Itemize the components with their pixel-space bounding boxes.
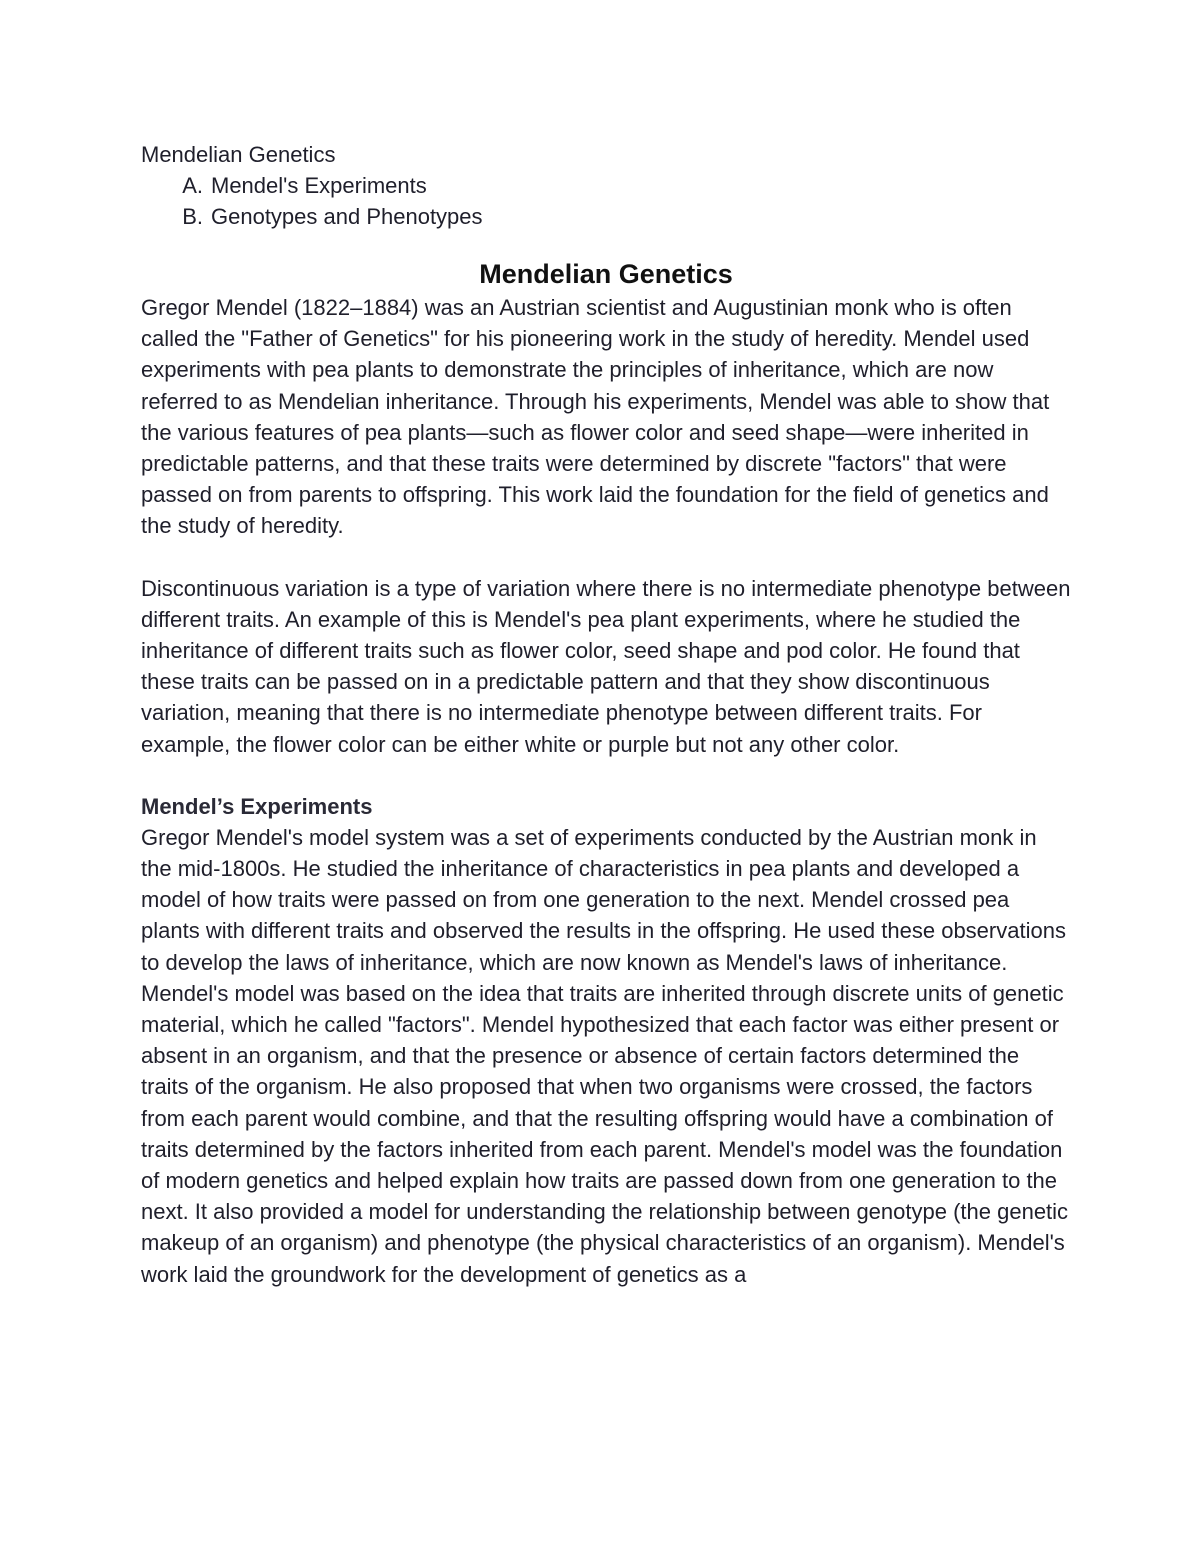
outline-item-letter: A.	[182, 173, 203, 198]
outline-list	[141, 170, 1071, 232]
outline-item-text: Genotypes and Phenotypes	[211, 204, 483, 229]
paragraph-spacer	[141, 760, 1071, 791]
outline-item	[141, 170, 1071, 201]
variation-paragraph: Discontinuous variation is a type of variation where there is no intermediate phenotype between different traits. An example of this is Mendel's pea plant experiments, where he studied the inheritance of different traits such as flower color, seed shape and pod color. He found that these traits can be passed on in a predictable pattern and that they show discontinuous variation, meaning that there is no intermediate phenotype between different traits. For example, the flower color can be either white or purple but not any other color.	[141, 575, 1071, 757]
paragraph-spacer	[141, 542, 1071, 573]
outline-title: Mendelian Genetics	[141, 142, 336, 167]
experiments-paragraph: Gregor Mendel's model system was a set of experiments conducted by the Austrian monk in the mid-1800s. He studied the inheritance of characteristics in pea plants and developed a model of how traits were passed on from one generation to the next. Mendel crossed pea plants with different traits and observed the results in the offspring. He used these observations to develop the laws of inheritance, which are now known as Mendel's laws of inheritance. Mendel's model was based on the idea that traits are inherited through discrete units of genetic material, which he called "factors". Mendel hypothesized that each factor was either present or absent in an organism, and that the presence or absence of certain factors determined the traits of the organism. He also proposed that when two organisms were crossed, the factors from each parent would combine, and that the resulting offspring would have a combination of traits determined by the factors inherited from each parent. Mendel's model was the foundation of modern genetics and helped explain how traits are passed down from one generation to the next. It also provided a model for understanding the relationship between genotype (the genetic makeup of an organism) and phenotype (the physical characteristics of an organism). Mendel's work laid the groundwork for the development of genetics as a	[141, 824, 1069, 1287]
outline-item-letter: B.	[182, 204, 203, 229]
outline-item-text: Mendel's Experiments	[211, 173, 427, 198]
section-heading-experiments: Mendel’s Experiments	[141, 793, 373, 819]
document-page	[141, 139, 1071, 1290]
outline-item	[141, 201, 1071, 232]
document-title: Mendelian Genetics	[479, 259, 733, 289]
intro-paragraph: Gregor Mendel (1822–1884) was an Austrian scientist and Augustinian monk who is often called the "Father of Genetics" for his pioneering work in the study of heredity. Mendel used experiments with pea plants to demonstrate the principles of inheritance, which are now referred to as Mendelian inheritance. Through his experiments, Mendel was able to show that the various features of pea plants—such as flower color and seed shape—were inherited in predictable patterns, and that these traits were determined by discrete "factors" that were passed on from parents to offspring. This work laid the foundation for the field of genetics and the study of heredity.	[141, 295, 1050, 539]
